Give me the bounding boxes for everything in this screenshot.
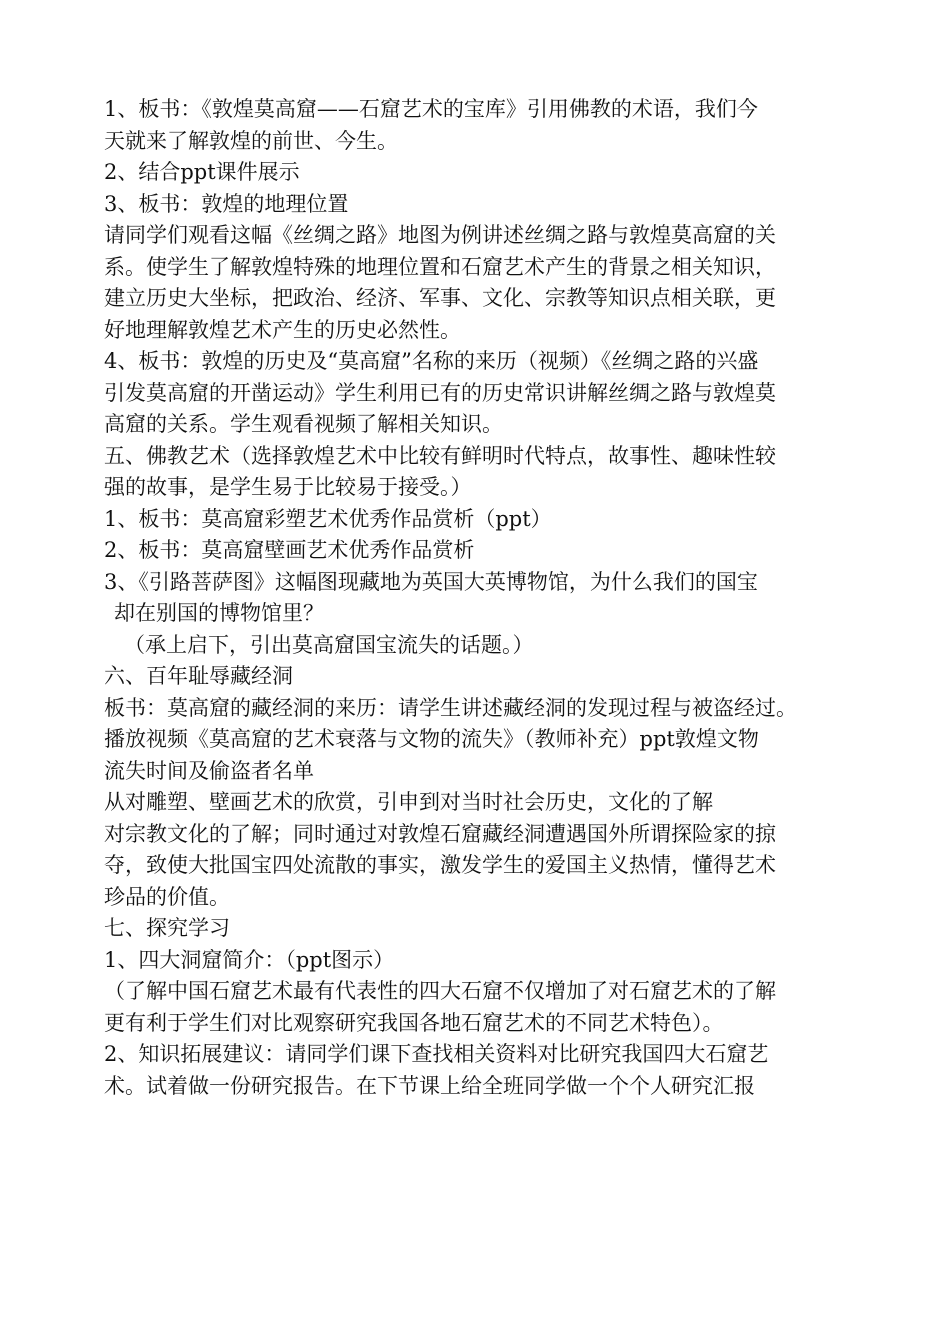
text-line: 2、板书：莫高窟壁画艺术优秀作品赏析 xyxy=(104,538,475,562)
text-line: 术。试着做一份研究报告。在下节课上给全班同学做一个个人研究汇报 xyxy=(104,1073,755,1098)
text-line: 引发莫高窟的开凿运动》学生利用已有的历史常识讲解丝绸之路与敦煌莫 xyxy=(104,380,776,405)
text-line: 系。使学生了解敦煌特殊的地理位置和石窟艺术产生的背景之相关知识， xyxy=(104,254,776,279)
text-line: 夺，致使大批国宝四处流散的事实，激发学生的爱国主义热情，懂得艺术 xyxy=(104,853,776,877)
document-body xyxy=(104,94,864,1102)
text-line: 五、佛教艺术（选择敦煌艺术中比较有鲜明时代特点，故事性、趣味性较 xyxy=(104,443,776,468)
text-line: 好地理解敦煌艺术产生的历史必然性。 xyxy=(104,317,461,342)
text-line: 高窟的关系。学生观看视频了解相关知识。 xyxy=(104,412,503,436)
text-line: （承上启下，引出莫高窟国宝流失的话题。） xyxy=(124,632,534,657)
text-line: 天就来了解敦煌的前世、今生。 xyxy=(104,128,398,153)
text-line: 1、板书：莫高窟彩塑艺术优秀作品赏析（ppt） xyxy=(104,506,552,531)
text-line: 六、百年耻辱藏经洞 xyxy=(104,664,293,688)
text-line: 2、知识拓展建议：请同学们课下查找相关资料对比研究我国四大石窟艺 xyxy=(104,1042,769,1066)
text-line: 请同学们观看这幅《丝绸之路》地图为例讲述丝绸之路与敦煌莫高窟的关 xyxy=(104,223,776,247)
text-line: 七、探究学习 xyxy=(104,916,230,940)
text-line: 流失时间及偷盗者名单 xyxy=(104,758,314,783)
text-line: 1、四大洞窟简介：（ppt图示） xyxy=(104,947,395,972)
text-line: 珍品的价值。 xyxy=(104,884,230,909)
text-line: 3、《引路菩萨图》这幅图现藏地为英国大英博物馆，为什么我们的国宝 xyxy=(104,569,758,594)
text-line: 1、板书：《敦煌莫高窟——石窟艺术的宝库》引用佛教的术语，我们今 xyxy=(104,97,758,121)
text-line: 对宗教文化的了解；同时通过对敦煌石窟藏经洞遭遇国外所谓探险家的掠 xyxy=(104,821,776,846)
text-line: 从对雕塑、壁画艺术的欣赏，引申到对当时社会历史，文化的了解 xyxy=(104,790,713,814)
text-line: 2、结合ppt课件展示 xyxy=(104,160,300,184)
text-line: 强的故事，是学生易于比较易于接受。） xyxy=(104,475,472,499)
text-line: 板书：莫高窟的藏经洞的来历：请学生讲述藏经洞的发现过程与被盗经过。 xyxy=(104,695,797,720)
text-line: 播放视频《莫高窟的艺术衰落与文物的流失》（教师补充）ppt敦煌文物 xyxy=(104,727,759,751)
text-line: 3、板书：敦煌的地理位置 xyxy=(104,191,349,216)
text-line: 4、板书：敦煌的历史及“莫高窟”名称的来历（视频）《丝绸之路的兴盛 xyxy=(104,349,759,373)
text-line: 却在别国的博物馆里？ xyxy=(114,601,324,625)
text-line: （了解中国石窟艺术最有代表性的四大石窟不仅增加了对石窟艺术的了解 xyxy=(104,979,776,1003)
text-line: 更有利于学生们对比观察研究我国各地石窟艺术的不同艺术特色）。 xyxy=(104,1010,724,1035)
text-line: 建立历史大坐标，把政治、经济、军事、文化、宗教等知识点相关联，更 xyxy=(104,286,776,310)
